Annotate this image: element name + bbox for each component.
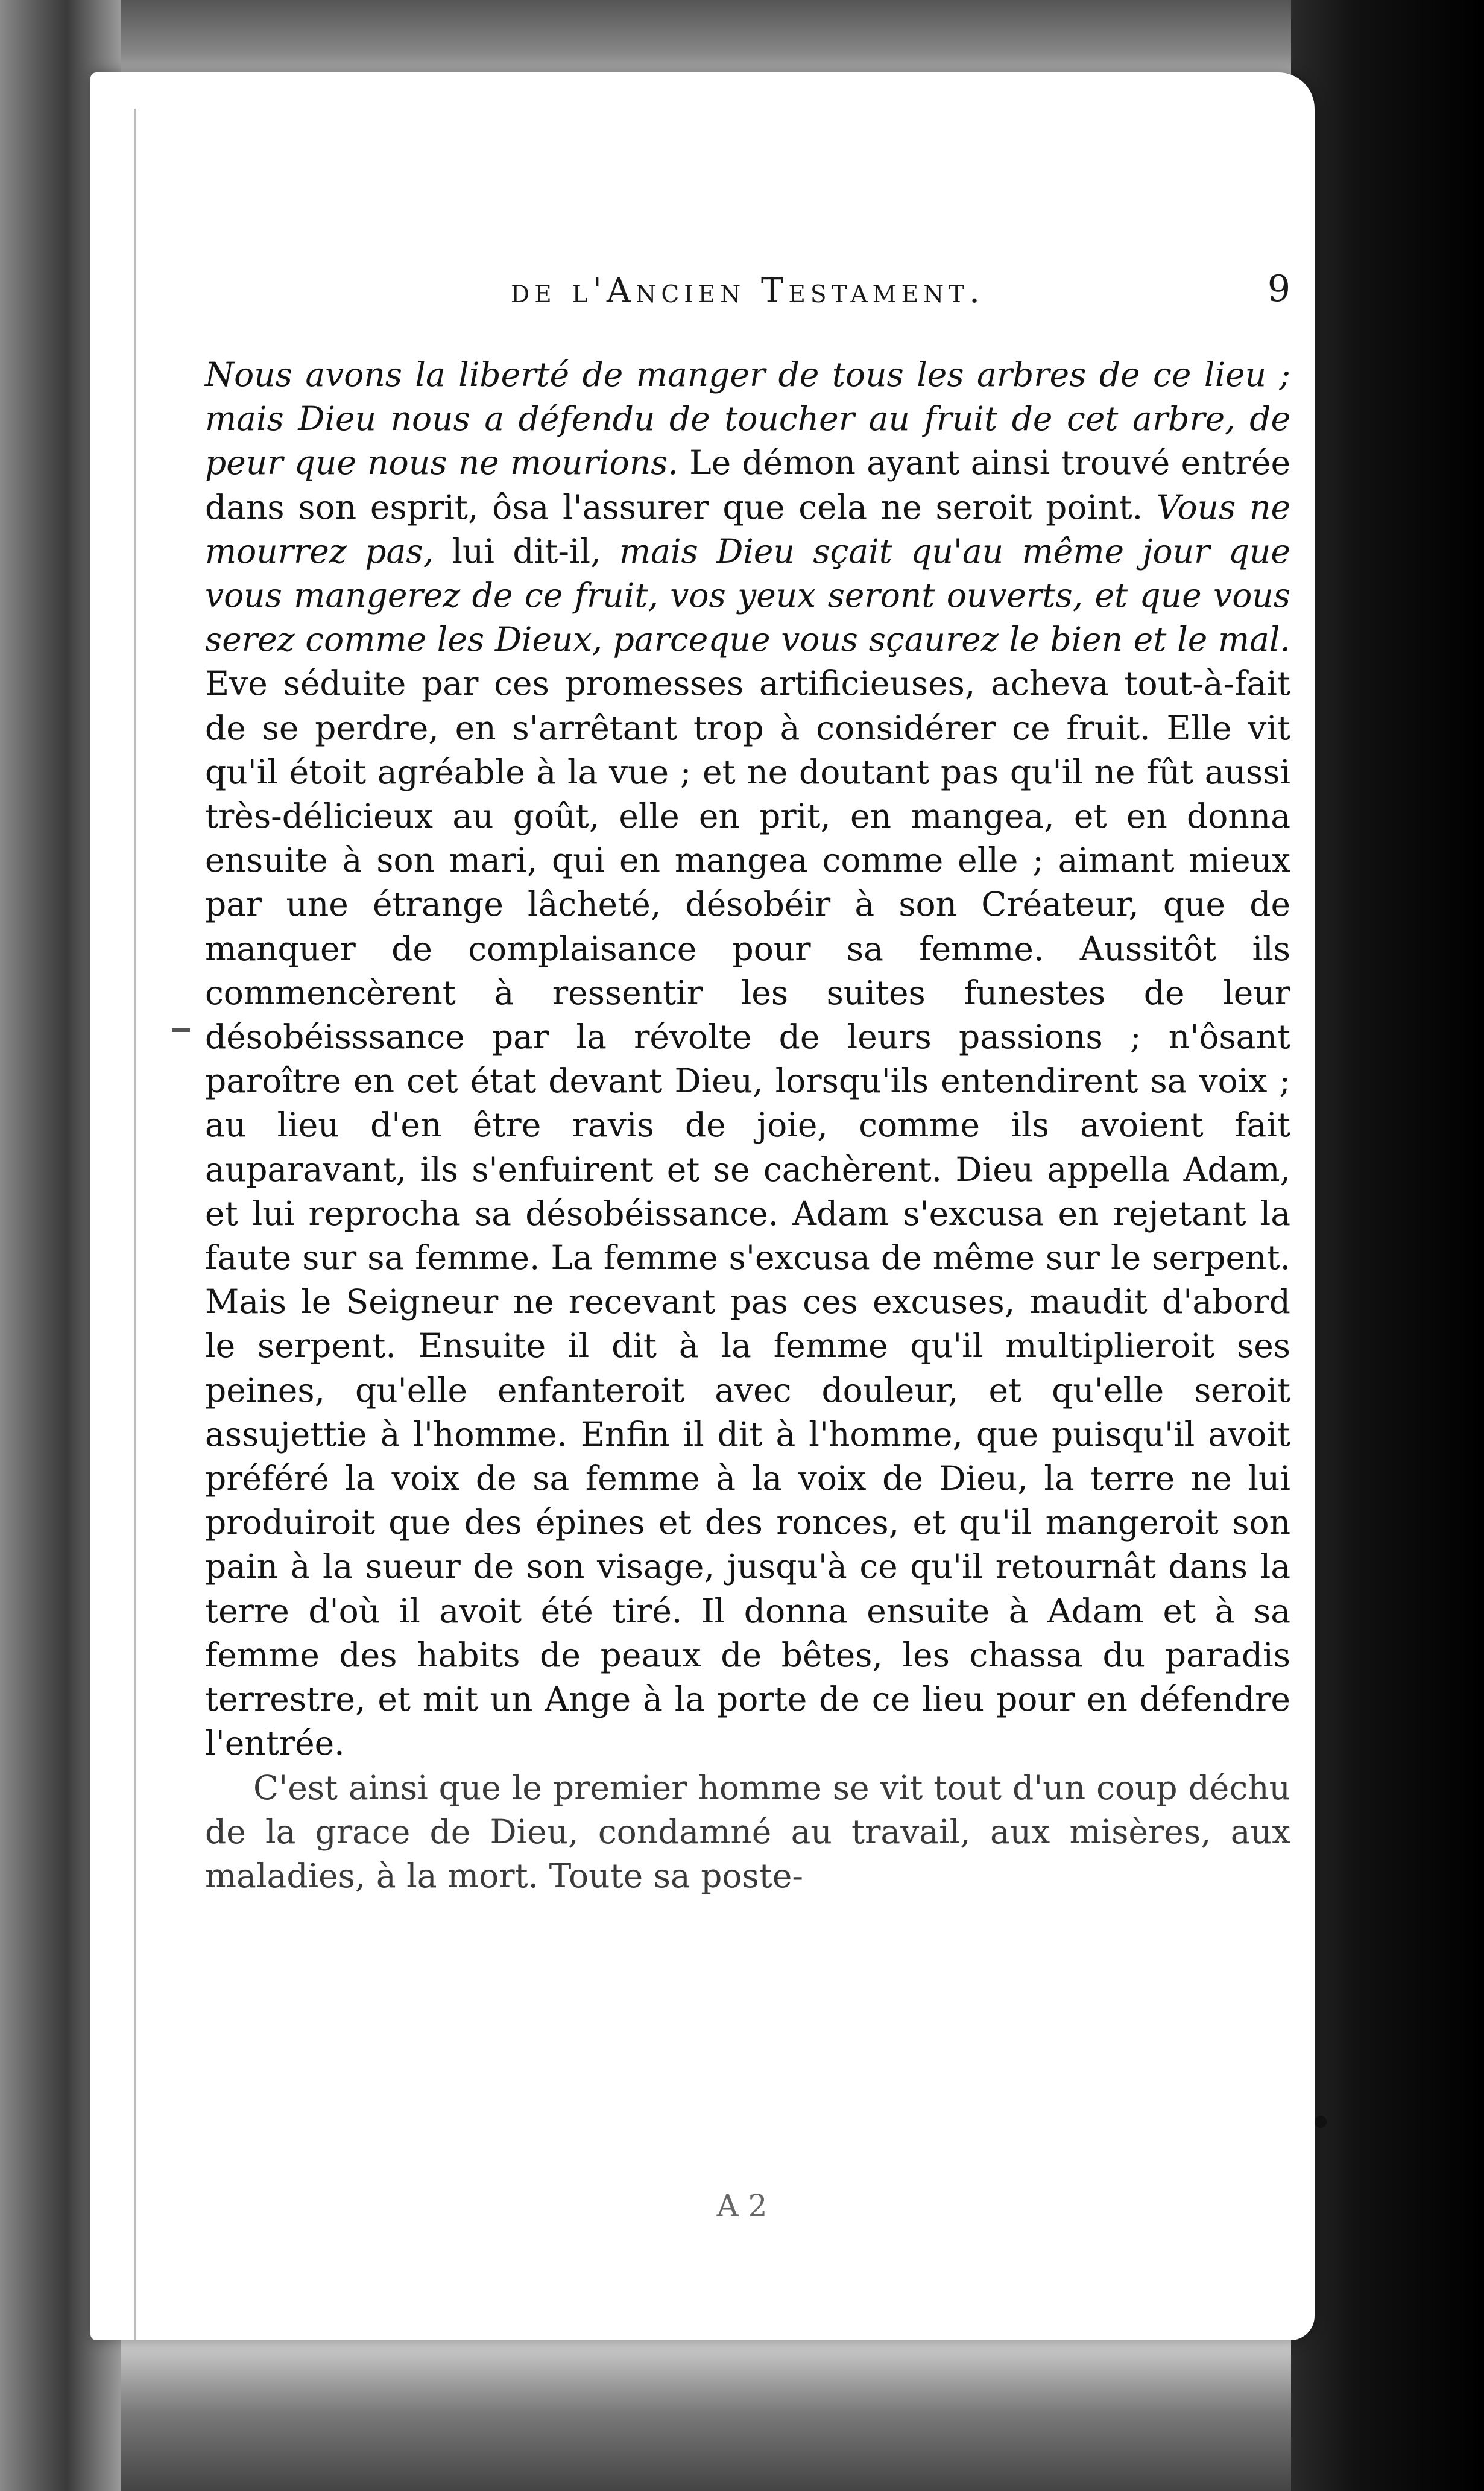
narrative-text: Eve séduite par ces promesses artificieuses, acheva tout-à-fait de se perdre, en s'arrêtant trop à considérer ce fruit. Elle vit qu'il étoit agréable à la vue ; et ne doutant pas qu'il ne fût aussi très-délicieux au goût, elle en prit, en mangea, et en donna ensuite à son mari, qui en mangea comme elle ; aimant mieux par une étrange lâcheté, désobéir à son Créateur, que de manquer de complaisance pour sa femme. Aussitôt ils commencèrent à ressentir les suites funestes de leur désobéisssance par la révolte de leurs passions ; n'ôsant paroître en cet état devant Dieu, lorsqu'ils entendirent sa voix ; au lieu d'en être ravis de joie, comme ils avoient fait auparavant, ils s'enfuirent et se cachèrent. Dieu appella Adam, et lui reprocha sa désobéissance. Adam s'excusa en rejetant la faute sur sa femme. La femme s'excusa de même sur le serpent. Mais le Seigneur ne recevant pas ces excuses, maudit d'abord le serpent. Ensuite il dit à la femme qu'il multiplieroit ses peines, qu'elle enfanteroit avec douleur, et qu'elle seroit assujettie à l'homme. Enfin il dit à l'homme, que puisqu'il avoit préféré la voix de sa femme à la voix de Dieu, la terre ne lui produiroit que des épines et des ronces, et qu'il mangeroit son pain à la sueur de son visage, jusqu'à ce qu'il retournât dans la terre d'où il avoit été tiré. Il donna ensuite à Adam et à sa femme des habits de peaux de bêtes, les chassa du paradis terrestre, et mit un Ange à la porte de ce lieu pour en défendre l'entrée.: [205, 664, 1290, 1763]
body-text: [205, 353, 1290, 1898]
paragraph: C'est ainsi que le premier homme se vit tout d'un coup déchu de la grace de Dieu, condamné au travail, aux misères, aux maladies, à la mort. Toute sa poste-: [205, 1768, 1290, 1895]
narrative-text: Le démon ayant ainsi trouvé entrée dans son esprit, ôsa l'assurer que cela ne seroit point.: [205, 443, 1290, 527]
paragraph: [205, 353, 1290, 1766]
page-gutter-line: [134, 109, 136, 2340]
narrative-text: lui dit-il,: [433, 531, 620, 571]
margin-dot: [1315, 2116, 1327, 2128]
scan-bottom-edge: [0, 2334, 1484, 2491]
running-head: [205, 268, 1290, 320]
running-title: de l'Ancien Testament.: [511, 271, 985, 311]
signature-mark: A 2: [716, 2188, 768, 2223]
quotation: Vous ne mourrez pas,: [205, 487, 1290, 571]
page-number: 9: [1267, 268, 1290, 310]
quotation: mais Dieu sçait qu'au même jour que vous mangerez de ce fruit, vos yeux seront ouverts, et que vous serez comme les Dieux, parceque vous sçaurez le bien et le mal.: [205, 531, 1290, 659]
margin-mark: [172, 1028, 190, 1032]
quotation: Nous avons la liberté de manger de tous les arbres de ce lieu ; mais Dieu nous a défendu de toucher au fruit de cet arbre, de peur que nous ne mourions.: [205, 355, 1290, 483]
